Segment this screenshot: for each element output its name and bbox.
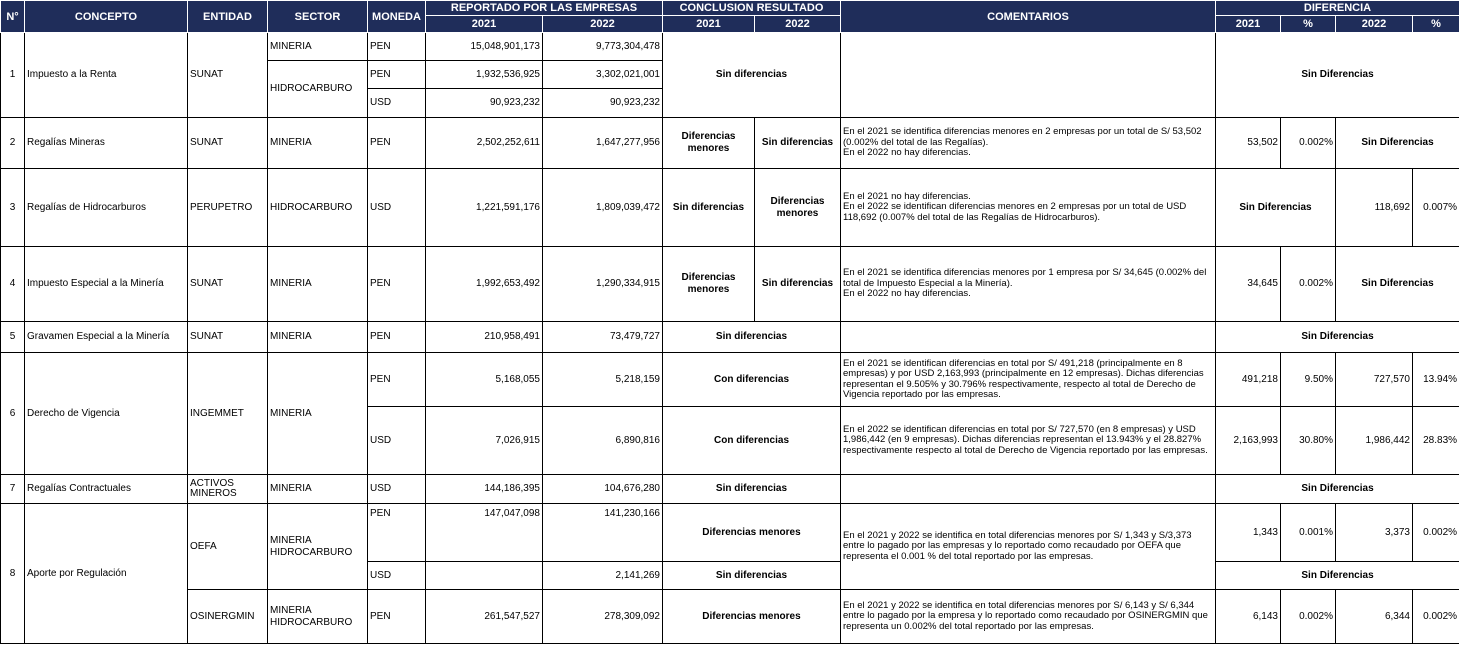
conclusion-2022-cell: Sin diferencias bbox=[755, 118, 841, 169]
reportado-2022-cell: 1,809,039,472 bbox=[543, 169, 663, 247]
diferencia-cell: Sin Diferencias bbox=[1216, 33, 1459, 118]
reportado-2022-cell: 90,923,232 bbox=[543, 89, 663, 118]
diferencia-2022-cell: 118,692 bbox=[1336, 169, 1413, 247]
comentario-cell: En el 2022 se identifican diferencias en total por S/ 727,570 (en 8 empresas) y USD 1,986,442 (en 9 empresas). Dichas diferencias representan el 13.943% y el 28.827% respectivamente respecto al total de Derecho de Vigencia reportado por las empresas. bbox=[841, 407, 1216, 475]
reportado-2021-cell: 90,923,232 bbox=[426, 89, 543, 118]
reportado-2022-cell: 73,479,727 bbox=[543, 322, 663, 353]
conclusion-cell: Con diferencias bbox=[663, 353, 841, 407]
diferencia-2021-cell: 34,645 bbox=[1216, 247, 1281, 322]
diferencia-2021-cell: 491,218 bbox=[1216, 353, 1281, 407]
reportado-2021-cell: 15,048,901,173 bbox=[426, 33, 543, 61]
reportado-2021-cell: 5,168,055 bbox=[426, 353, 543, 407]
header-reportado-2021: 2021 bbox=[426, 16, 543, 33]
sector-cell: MINERIA bbox=[268, 33, 368, 61]
conclusion-2021-cell: Diferencias menores bbox=[663, 247, 755, 322]
comentario-cell bbox=[841, 33, 1216, 118]
diferencia-2022-cell: 1,986,442 bbox=[1336, 407, 1413, 475]
sector-cell: MINERIA HIDROCARBURO bbox=[268, 504, 368, 590]
reportado-2021-cell: 261,547,527 bbox=[426, 590, 543, 644]
concepto-cell: Gravamen Especial a la Minería bbox=[25, 322, 188, 353]
header-conclusion-2021: 2021 bbox=[663, 16, 755, 33]
entidad-cell: SUNAT bbox=[188, 118, 268, 169]
concepto-cell: Derecho de Vigencia bbox=[25, 353, 188, 475]
header-pct-2022: % bbox=[1413, 16, 1459, 33]
diferencia-2022-cell: 3,373 bbox=[1336, 504, 1413, 562]
diferencia-cell: Sin Diferencias bbox=[1216, 475, 1459, 504]
table-row bbox=[1, 118, 1459, 169]
conclusion-cell: Diferencias menores bbox=[663, 504, 841, 562]
header-concepto: CONCEPTO bbox=[25, 1, 188, 33]
reportado-2022-cell: 5,218,159 bbox=[543, 353, 663, 407]
row-number: 4 bbox=[1, 247, 25, 322]
diferencia-2021-cell: Sin Diferencias bbox=[1216, 169, 1336, 247]
diferencia-2022-cell: Sin Diferencias bbox=[1336, 247, 1459, 322]
header-diferencia-2021: 2021 bbox=[1216, 16, 1281, 33]
sector-cell: MINERIA bbox=[268, 247, 368, 322]
moneda-cell: USD bbox=[368, 169, 426, 247]
sector-cell: MINERIA HIDROCARBURO bbox=[268, 590, 368, 644]
header-reportado: REPORTADO POR LAS EMPRESAS bbox=[426, 1, 663, 16]
reportado-2021-cell: 1,932,536,925 bbox=[426, 61, 543, 89]
header-pct-2021: % bbox=[1281, 16, 1336, 33]
conclusion-2021-cell: Sin diferencias bbox=[663, 169, 755, 247]
diferencia-2022-cell: Sin Diferencias bbox=[1336, 118, 1459, 169]
header-diferencia: DIFERENCIA bbox=[1216, 1, 1459, 16]
diferencia-2022-cell: 6,344 bbox=[1336, 590, 1413, 644]
pct-2021-cell: 9.50% bbox=[1281, 353, 1336, 407]
concepto-cell: Regalías Contractuales bbox=[25, 475, 188, 504]
pct-2022-cell: 0.002% bbox=[1413, 590, 1459, 644]
header-comentarios: COMENTARIOS bbox=[841, 1, 1216, 33]
reportado-2021-cell: 7,026,915 bbox=[426, 407, 543, 475]
entidad-cell: PERUPETRO bbox=[188, 169, 268, 247]
moneda-cell: PEN bbox=[368, 61, 426, 89]
comentario-cell: En el 2021 se identifica diferencias menores por 1 empresa por S/ 34,645 (0.002% del total de Impuesto Especial a la Minería). En el 2022 no hay diferencias. bbox=[841, 247, 1216, 322]
moneda-cell: USD bbox=[368, 562, 426, 590]
diferencia-cell: Sin Diferencias bbox=[1216, 562, 1459, 590]
header-entidad: ENTIDAD bbox=[188, 1, 268, 33]
moneda-cell: PEN bbox=[368, 118, 426, 169]
pct-2021-cell: 30.80% bbox=[1281, 407, 1336, 475]
moneda-cell: USD bbox=[368, 89, 426, 118]
moneda-cell: PEN bbox=[368, 353, 426, 407]
entidad-cell: SUNAT bbox=[188, 322, 268, 353]
diferencia-2021-cell: 6,143 bbox=[1216, 590, 1281, 644]
sector-cell: MINERIA bbox=[268, 322, 368, 353]
reportado-2021-cell: 144,186,395 bbox=[426, 475, 543, 504]
concepto-cell: Regalías Mineras bbox=[25, 118, 188, 169]
comentario-cell: En el 2021 y 2022 se identifica en total diferencias menores por S/ 6,143 y S/ 6,344 entre lo pagado por la empresa y lo reportado como recaudado por OSINERGMIN que representa un 0.002% del total reportado por las empresas. bbox=[841, 590, 1216, 644]
pct-2021-cell: 0.002% bbox=[1281, 247, 1336, 322]
conclusion-cell: Sin diferencias bbox=[663, 322, 841, 353]
comentario-cell: En el 2021 se identifica diferencias menores en 2 empresas por un total de S/ 53,502 (0.002% del total de las Regalías). En el 2022 no hay diferencias. bbox=[841, 118, 1216, 169]
table-row bbox=[1, 590, 1459, 644]
pct-2021-cell: 0.002% bbox=[1281, 118, 1336, 169]
entidad-cell: OSINERGMIN bbox=[188, 590, 268, 644]
header-moneda: MONEDA bbox=[368, 1, 426, 33]
conclusion-2021-cell: Diferencias menores bbox=[663, 118, 755, 169]
comentario-cell bbox=[841, 475, 1216, 504]
sector-cell: MINERIA bbox=[268, 118, 368, 169]
diferencia-2021-cell: 2,163,993 bbox=[1216, 407, 1281, 475]
table-row bbox=[1, 247, 1459, 322]
comentario-cell: En el 2021 se identifican diferencias en total por S/ 491,218 (principalmente en 8 empresas) y por USD 2,163,993 (principalmente en 12 empresas). Dichas diferencias representan el 9.505% y 30.796% respectivamente, respecto al total de Derecho de Vigencia reportado por las empresas. bbox=[841, 353, 1216, 407]
pct-2022-cell: 13.94% bbox=[1413, 353, 1459, 407]
table-row bbox=[1, 475, 1459, 504]
header-conclusion: CONCLUSION RESULTADO bbox=[663, 1, 841, 16]
moneda-cell: PEN bbox=[368, 33, 426, 61]
diferencia-2021-cell: 53,502 bbox=[1216, 118, 1281, 169]
comentario-cell: En el 2021 no hay diferencias. En el 2022 se identifican diferencias menores en 2 empresas por un total de USD 118,692 (0.007% del total de las Regalías de Hidrocarburos). bbox=[841, 169, 1216, 247]
header-no: N° bbox=[1, 1, 25, 33]
moneda-cell: PEN bbox=[368, 504, 426, 562]
entidad-cell: OEFA bbox=[188, 504, 268, 590]
table-row bbox=[1, 169, 1459, 247]
conclusion-cell: Diferencias menores bbox=[663, 590, 841, 644]
reportado-2022-cell: 3,302,021,001 bbox=[543, 61, 663, 89]
comentario-cell bbox=[841, 322, 1216, 353]
entidad-cell: ACTIVOS MINEROS bbox=[188, 475, 268, 504]
conclusion-cell: Con diferencias bbox=[663, 407, 841, 475]
table-row bbox=[1, 353, 1459, 407]
reportado-2022-cell: 104,676,280 bbox=[543, 475, 663, 504]
row-number: 3 bbox=[1, 169, 25, 247]
header-reportado-2022: 2022 bbox=[543, 16, 663, 33]
reportado-2022-cell: 278,309,092 bbox=[543, 590, 663, 644]
concepto-cell: Aporte por Regulación bbox=[25, 504, 188, 644]
moneda-cell: PEN bbox=[368, 247, 426, 322]
header-conclusion-2022: 2022 bbox=[755, 16, 841, 33]
conclusion-cell: Sin diferencias bbox=[663, 33, 841, 118]
row-number: 1 bbox=[1, 33, 25, 118]
row-number: 6 bbox=[1, 353, 25, 475]
concepto-cell: Impuesto a la Renta bbox=[25, 33, 188, 118]
table-row bbox=[1, 33, 1459, 61]
pct-2022-cell: 0.007% bbox=[1413, 169, 1459, 247]
sector-cell: MINERIA bbox=[268, 353, 368, 475]
entidad-cell: INGEMMET bbox=[188, 353, 268, 475]
reportado-2021-cell: 1,221,591,176 bbox=[426, 169, 543, 247]
diferencia-cell: Sin Diferencias bbox=[1216, 322, 1459, 353]
row-number: 5 bbox=[1, 322, 25, 353]
reportado-2022-cell: 9,773,304,478 bbox=[543, 33, 663, 61]
row-number: 8 bbox=[1, 504, 25, 644]
table-row bbox=[1, 504, 1459, 562]
conclusion-cell: Sin diferencias bbox=[663, 562, 841, 590]
reportado-2021-cell: 147,047,098 bbox=[426, 504, 543, 562]
row-number: 7 bbox=[1, 475, 25, 504]
conclusion-cell: Sin diferencias bbox=[663, 475, 841, 504]
reportado-2021-cell: 1,992,653,492 bbox=[426, 247, 543, 322]
diferencia-2021-cell: 1,343 bbox=[1216, 504, 1281, 562]
reportado-2022-cell: 6,890,816 bbox=[543, 407, 663, 475]
header-sector: SECTOR bbox=[268, 1, 368, 33]
moneda-cell: PEN bbox=[368, 322, 426, 353]
conclusion-2022-cell: Diferencias menores bbox=[755, 169, 841, 247]
table-row bbox=[1, 322, 1459, 353]
reportado-2022-cell: 1,647,277,956 bbox=[543, 118, 663, 169]
reportado-2021-cell bbox=[426, 562, 543, 590]
pct-2022-cell: 28.83% bbox=[1413, 407, 1459, 475]
comentario-cell: En el 2021 y 2022 se identifica en total diferencias menores por S/ 1,343 y S/3,373 entre lo pagado por las empresas y lo reportado como recaudado por OEFA que representa el 0.001 % del total reportado por las empresas. bbox=[841, 504, 1216, 590]
concepto-cell: Regalías de Hidrocarburos bbox=[25, 169, 188, 247]
sector-cell: HIDROCARBURO bbox=[268, 169, 368, 247]
row-number: 2 bbox=[1, 118, 25, 169]
reportado-2021-cell: 2,502,252,611 bbox=[426, 118, 543, 169]
conclusion-2022-cell: Sin diferencias bbox=[755, 247, 841, 322]
concepto-cell: Impuesto Especial a la Minería bbox=[25, 247, 188, 322]
sector-cell: HIDROCARBURO bbox=[268, 61, 368, 118]
pct-2021-cell: 0.002% bbox=[1281, 590, 1336, 644]
reportado-2022-cell: 141,230,166 bbox=[543, 504, 663, 562]
pct-2021-cell: 0.001% bbox=[1281, 504, 1336, 562]
entidad-cell: SUNAT bbox=[188, 33, 268, 118]
reportado-2022-cell: 2,141,269 bbox=[543, 562, 663, 590]
pct-2022-cell: 0.002% bbox=[1413, 504, 1459, 562]
moneda-cell: PEN bbox=[368, 590, 426, 644]
sector-cell: MINERIA bbox=[268, 475, 368, 504]
diferencia-2022-cell: 727,570 bbox=[1336, 353, 1413, 407]
reportado-2022-cell: 1,290,334,915 bbox=[543, 247, 663, 322]
entidad-cell: SUNAT bbox=[188, 247, 268, 322]
moneda-cell: USD bbox=[368, 407, 426, 475]
reportado-2021-cell: 210,958,491 bbox=[426, 322, 543, 353]
moneda-cell: USD bbox=[368, 475, 426, 504]
header-diferencia-2022: 2022 bbox=[1336, 16, 1413, 33]
